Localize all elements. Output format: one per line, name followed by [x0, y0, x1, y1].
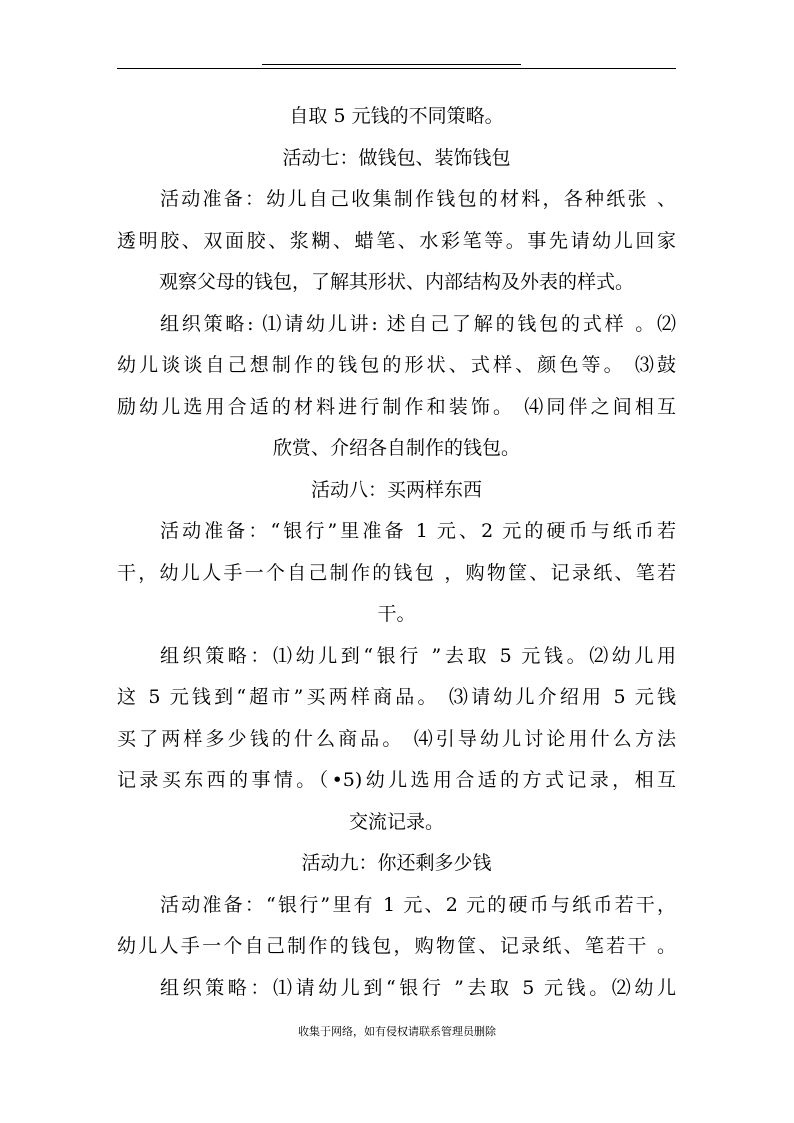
- paragraph-line: 干，幼儿人手一个自己制作的钱包 ，购物筐、记录纸、笔若: [117, 561, 676, 584]
- paragraph-line: 幼儿谈谈自己想制作的钱包的形状、式样、颜色等。 ⑶鼓: [117, 354, 676, 376]
- paragraph-line: 组织策略：⑴请幼儿到“银行 ”去取 5 元钱。⑵幼儿: [160, 976, 676, 999]
- paragraph-line: 活动准备：“银行”里准备 1 元、2 元的硬币与纸币若: [160, 520, 676, 542]
- document-body: [117, 96, 676, 1009]
- paragraph-line: 组织策略: ⑴请幼儿讲: 述自己了解的钱包的式样 。⑵: [160, 312, 676, 335]
- paragraph-line: 幼儿人手一个自己制作的钱包，购物筐、记录纸、笔若干 。: [117, 935, 676, 957]
- paragraph-line: 交流记录。: [348, 810, 444, 833]
- paragraph-line: 买了两样多少钱的什么商品。 ⑷引导幼儿讨论用什么方法: [117, 727, 676, 750]
- header-rule: [117, 68, 676, 69]
- paragraph-line: 活动准备：“银行”里有 1 元、2 元的硬币与纸币若干，: [160, 893, 676, 916]
- paragraph-line: 励幼儿选用合适的材料进行制作和装饰。 ⑷同伴之间相互: [117, 395, 676, 418]
- paragraph-line: 透明胶、双面胶、浆糊、蜡笔、水彩笔等。事先请幼儿回家: [117, 229, 676, 252]
- paragraph-line: 活动准备：幼儿自己收集制作钱包的材料，各种纸张 、: [160, 188, 676, 210]
- section-heading: 活动九：你还剩多少钱: [301, 852, 492, 874]
- paragraph-line: 欣赏、介绍各自制作的钱包。: [272, 437, 520, 459]
- paragraph-line: 这 5 元钱到“超市”买两样商品。 ⑶请幼儿介绍用 5 元钱: [117, 686, 676, 708]
- paragraph-line: 记录买东西的事情。（•5)幼儿选用合适的方式记录，相互: [117, 769, 676, 791]
- paragraph-line: 自取 5 元钱的不同策略。: [289, 105, 504, 127]
- section-heading: 活动八：买两样东西: [310, 478, 482, 501]
- page-footer: 收集于网络，如有侵权请联系管理员删除: [298, 1025, 496, 1038]
- paragraph-line: 观察父母的钱包，了解其形状、内部结构及外表的样式。: [158, 271, 634, 293]
- header-rule-short: [262, 64, 521, 65]
- paragraph-line: 干。: [377, 603, 416, 625]
- paragraph-line: 组织策略：⑴幼儿到“银行 ”去取 5 元钱。⑵幼儿用: [160, 644, 676, 667]
- section-heading: 活动七：做钱包、装饰钱包: [282, 146, 511, 169]
